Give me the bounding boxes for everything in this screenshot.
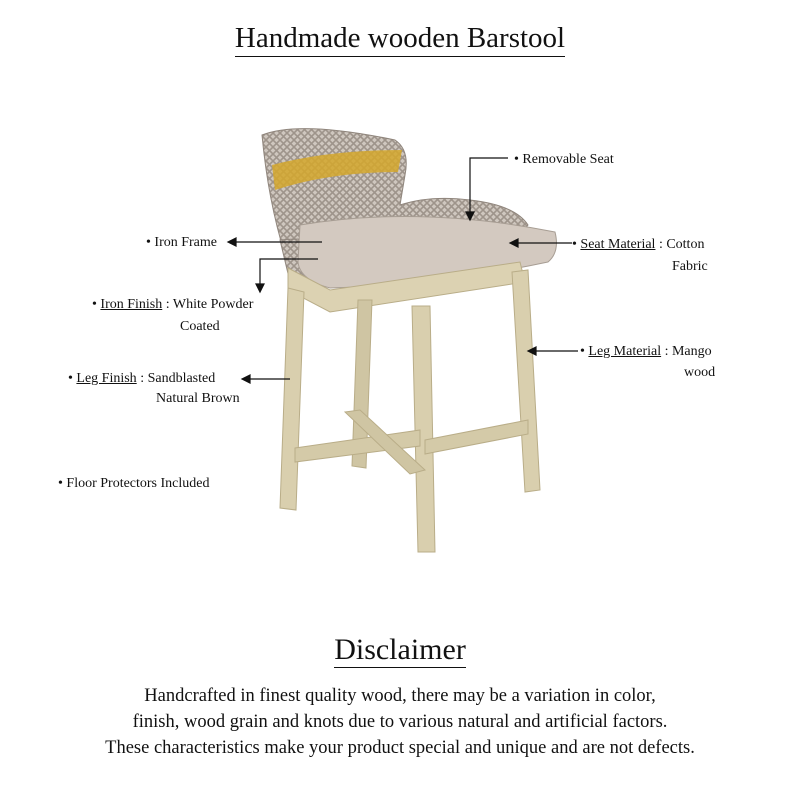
label-leg-finish-line2: Natural Brown	[156, 391, 240, 406]
disclaimer-title: Disclaimer	[334, 633, 466, 666]
leg-front-right	[412, 306, 435, 552]
disclaimer-line: finish, wood grain and knots due to various natural and artificial factors.	[132, 712, 668, 732]
label-floor-protectors: • Floor Protectors Included	[58, 476, 210, 491]
stretcher-right	[425, 420, 528, 454]
label-key: Seat Material	[580, 237, 656, 252]
label-leg-finish: • Leg Finish : Sandblasted	[68, 371, 216, 386]
disclaimer-text	[0, 683, 800, 761]
label-iron-finish-line2: Coated	[180, 319, 220, 334]
leg-front-left	[280, 288, 304, 510]
label-key: Iron Finish	[100, 297, 163, 312]
label-removable-seat: • Removable Seat	[514, 152, 614, 167]
label-iron-finish: • Iron Finish : White Powder	[92, 297, 254, 312]
label-key: Leg Finish	[76, 371, 137, 386]
disclaimer-line: These characteristics make your product special and unique and are not defects.	[105, 738, 695, 758]
label-seat-material: • Seat Material : Cotton	[572, 237, 705, 252]
label-key: Leg Material	[588, 344, 662, 359]
leg-back-right	[512, 270, 540, 492]
label-leg-material-line2: wood	[684, 365, 716, 380]
label-leg-material: • Leg Material : Mango	[580, 344, 712, 359]
label-seat-material-line2: Fabric	[672, 259, 708, 274]
label-iron-frame: • Iron Frame	[146, 235, 217, 250]
page-title: Handmade wooden Barstool	[0, 22, 800, 55]
disclaimer-line: Handcrafted in finest quality wood, there may be a variation in color,	[144, 686, 656, 706]
